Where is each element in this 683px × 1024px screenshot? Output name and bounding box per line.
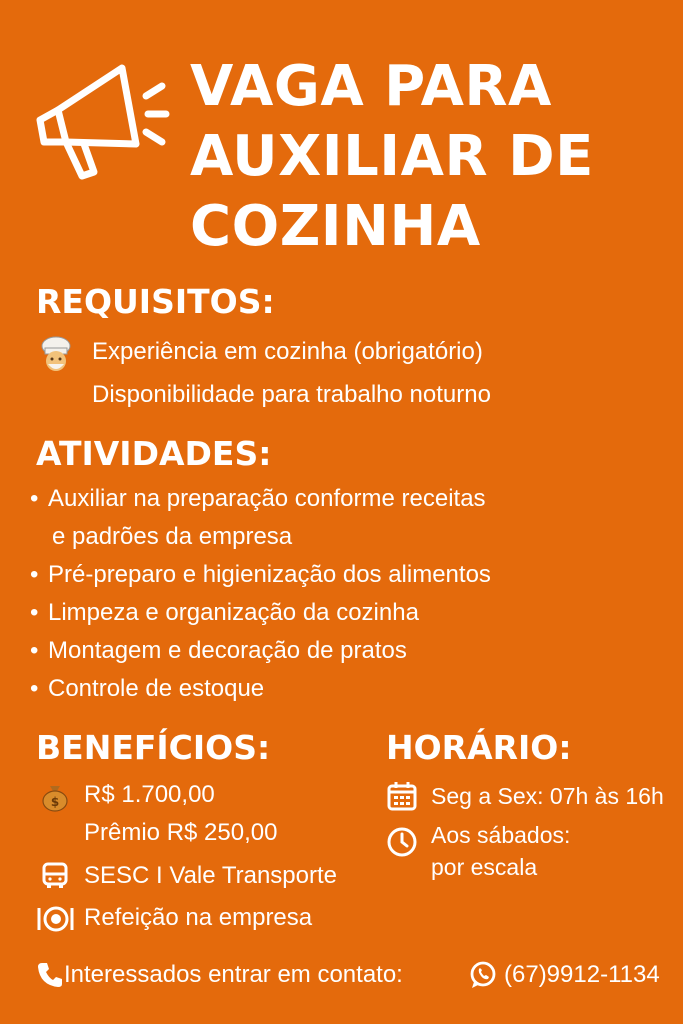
- atividade-text-3: Limpeza e organização da cozinha: [48, 599, 419, 626]
- title-line-1: VAGA PARA: [190, 54, 552, 119]
- bonus-text: Prêmio R$ 250,00: [84, 819, 278, 846]
- clock-icon: [386, 826, 418, 858]
- atividade-text-1: Auxiliar na preparação conforme receitas: [48, 485, 486, 512]
- horario-heading: HORÁRIO:: [386, 728, 572, 767]
- bullet: •: [30, 561, 39, 588]
- bullet: •: [30, 599, 39, 626]
- requisitos-heading: REQUISITOS:: [36, 282, 275, 321]
- title-line-2: AUXILIAR DE: [190, 124, 594, 189]
- atividade-item-2: [30, 560, 491, 590]
- megaphone-icon: [30, 58, 170, 188]
- beneficios-heading: BENEFÍCIOS:: [36, 728, 271, 767]
- bullet: •: [30, 637, 39, 664]
- atividade-item-5: [30, 674, 264, 704]
- whatsapp-icon: [468, 960, 498, 990]
- contact-text: Interessados entrar em contato:: [64, 961, 403, 988]
- meal-text: Refeição na empresa: [84, 904, 313, 931]
- chef-icon: [36, 334, 76, 374]
- plate-icon: [36, 904, 74, 934]
- atividade-item-1-cont: e padrões da empresa: [52, 523, 293, 550]
- phone-icon: [36, 961, 64, 989]
- atividade-text-2: Pré-preparo e higienização dos alimentos: [48, 561, 491, 588]
- svg-text:$: $: [50, 795, 60, 809]
- atividade-item-1: [30, 484, 486, 514]
- title-line-3: COZINHA: [190, 194, 481, 259]
- atividade-item-4: [30, 636, 407, 666]
- weekday-schedule: Seg a Sex: 07h às 16h: [431, 783, 664, 809]
- bus-icon: [42, 862, 68, 890]
- bullet: •: [30, 675, 39, 702]
- calendar-icon: [386, 780, 418, 812]
- money-bag-icon: [40, 780, 70, 812]
- salary-text: R$ 1.700,00: [84, 781, 215, 808]
- atividade-item-3: [30, 598, 419, 628]
- job-title: [190, 52, 670, 262]
- atividades-heading: ATIVIDADES:: [36, 434, 272, 473]
- bullet: •: [30, 485, 39, 512]
- contact-phone[interactable]: (67)9912-1134: [504, 961, 660, 988]
- requisito-item-1: Experiência em cozinha (obrigatório): [92, 338, 483, 365]
- transport-text: SESC I Vale Transporte: [84, 862, 338, 889]
- requisito-item-2: Disponibilidade para trabalho noturno: [92, 381, 491, 408]
- atividade-text-4: Montagem e decoração de pratos: [48, 637, 407, 664]
- atividade-text-5: Controle de estoque: [48, 675, 265, 702]
- saturday-schedule: por escala: [431, 854, 538, 880]
- saturday-label: Aos sábados:: [431, 822, 571, 848]
